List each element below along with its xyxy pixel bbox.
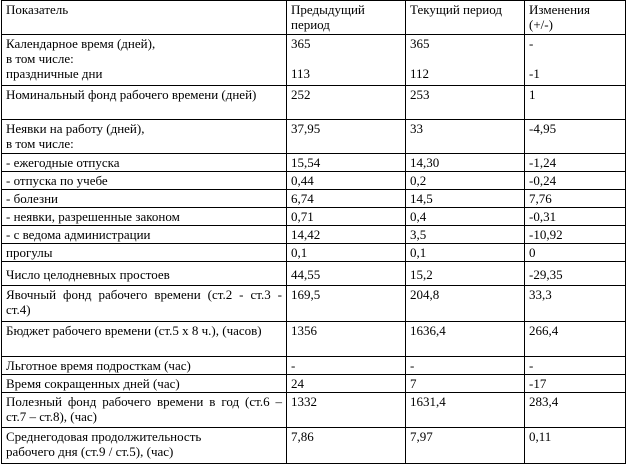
row-current: 1636,4 <box>406 322 525 357</box>
header-previous-period <box>287 1 406 35</box>
row-change: -0,24 <box>525 172 626 190</box>
row-label-line: Среднегодовая продолжительность <box>6 429 202 444</box>
row-current: 1631,4 <box>406 393 525 428</box>
row-change: 33,3 <box>525 286 626 322</box>
header-previous-line1: Предыдущий <box>291 2 365 17</box>
row-label-line: в том числе: <box>6 51 74 66</box>
header-change-line2: (+/-) <box>529 17 553 32</box>
row-label: - болезни <box>2 190 287 208</box>
row-current: 0,1 <box>406 244 525 262</box>
row-current: 7,97 <box>406 428 525 464</box>
row-previous: 0,1 <box>287 244 406 262</box>
row-previous: 0,44 <box>287 172 406 190</box>
row-current: 253 <box>406 86 525 120</box>
row-label: - неявки, разрешенные законом <box>2 208 287 226</box>
table-row <box>2 190 626 208</box>
table-row <box>2 120 626 154</box>
row-previous: 14,42 <box>287 226 406 244</box>
working-time-table <box>1 0 626 464</box>
cell-value: - <box>529 36 534 51</box>
row-label <box>2 428 287 464</box>
table-row <box>2 262 626 286</box>
row-label-line: в том числе: <box>6 136 74 151</box>
row-change: -1,24 <box>525 154 626 172</box>
row-label: - с ведома администрации <box>2 226 287 244</box>
row-current: 0,4 <box>406 208 525 226</box>
cell-value: 365 <box>410 36 430 51</box>
row-label: Число целодневных простоев <box>2 262 287 286</box>
row-change: 283,4 <box>525 393 626 428</box>
table-row <box>2 244 626 262</box>
row-label: - отпуска по учебе <box>2 172 287 190</box>
row-previous: 6,74 <box>287 190 406 208</box>
row-change: -0,31 <box>525 208 626 226</box>
row-previous: 252 <box>287 86 406 120</box>
row-label-line: праздничные дни <box>6 66 103 81</box>
row-change: 1 <box>525 86 626 120</box>
row-current: 7 <box>406 375 525 393</box>
row-current <box>406 35 525 86</box>
row-previous <box>287 35 406 86</box>
table-row <box>2 154 626 172</box>
row-label-line: Неявки на работу (дней), <box>6 121 145 136</box>
row-change: 0,11 <box>525 428 626 464</box>
row-label <box>2 35 287 86</box>
row-current: 204,8 <box>406 286 525 322</box>
row-label-line: рабочего дня (ст.9 / ст.5), (час) <box>6 444 174 459</box>
row-change: 266,4 <box>525 322 626 357</box>
row-label: Явочный фонд рабочего времени (ст.2 - ст.3 - ст.4) <box>2 286 287 322</box>
cell-value: 113 <box>291 66 311 81</box>
row-previous: 15,54 <box>287 154 406 172</box>
header-change-line1: Изменения <box>529 2 590 17</box>
row-change: -29,35 <box>525 262 626 286</box>
row-previous: 7,86 <box>287 428 406 464</box>
row-change: 7,76 <box>525 190 626 208</box>
row-current: 33 <box>406 120 525 154</box>
row-previous: 24 <box>287 375 406 393</box>
row-change: 0 <box>525 244 626 262</box>
row-previous: 0,71 <box>287 208 406 226</box>
header-previous-line2: период <box>291 17 330 32</box>
header-row <box>2 1 626 35</box>
cell-value: 112 <box>410 66 430 81</box>
table-row <box>2 208 626 226</box>
cell-value: 365 <box>291 36 311 51</box>
table-row <box>2 357 626 375</box>
row-current: 14,30 <box>406 154 525 172</box>
table-row <box>2 226 626 244</box>
row-label <box>2 120 287 154</box>
row-change <box>525 35 626 86</box>
row-current: 3,5 <box>406 226 525 244</box>
row-previous: 37,95 <box>287 120 406 154</box>
row-previous: 44,55 <box>287 262 406 286</box>
table-row <box>2 86 626 120</box>
row-label: Льготное время подросткам (час) <box>2 357 287 375</box>
row-label: прогулы <box>2 244 287 262</box>
row-change: -17 <box>525 375 626 393</box>
row-previous: 1356 <box>287 322 406 357</box>
row-current: - <box>406 357 525 375</box>
header-current-period: Текущий период <box>406 1 525 35</box>
table-row <box>2 35 626 86</box>
row-previous: - <box>287 357 406 375</box>
row-label: Полезный фонд рабочего времени в год (ст.6 – ст.7 – ст.8), (час) <box>2 393 287 428</box>
table-row <box>2 428 626 464</box>
row-label-line: Календарное время (дней), <box>6 36 156 51</box>
row-current: 0,2 <box>406 172 525 190</box>
header-change <box>525 1 626 35</box>
row-current: 15,2 <box>406 262 525 286</box>
row-previous: 1332 <box>287 393 406 428</box>
table-row <box>2 393 626 428</box>
table-row <box>2 375 626 393</box>
table-row <box>2 286 626 322</box>
table-row <box>2 172 626 190</box>
row-label: Бюджет рабочего времени (ст.5 х 8 ч.), (часов) <box>2 322 287 357</box>
row-label: - ежегодные отпуска <box>2 154 287 172</box>
row-label: Время сокращенных дней (час) <box>2 375 287 393</box>
row-change: -10,92 <box>525 226 626 244</box>
row-change: -4,95 <box>525 120 626 154</box>
table-row <box>2 322 626 357</box>
row-label: Номинальный фонд рабочего времени (дней) <box>2 86 287 120</box>
row-previous: 169,5 <box>287 286 406 322</box>
cell-value: -1 <box>529 66 540 81</box>
row-change: - <box>525 357 626 375</box>
header-indicator: Показатель <box>2 1 287 35</box>
row-current: 14,5 <box>406 190 525 208</box>
